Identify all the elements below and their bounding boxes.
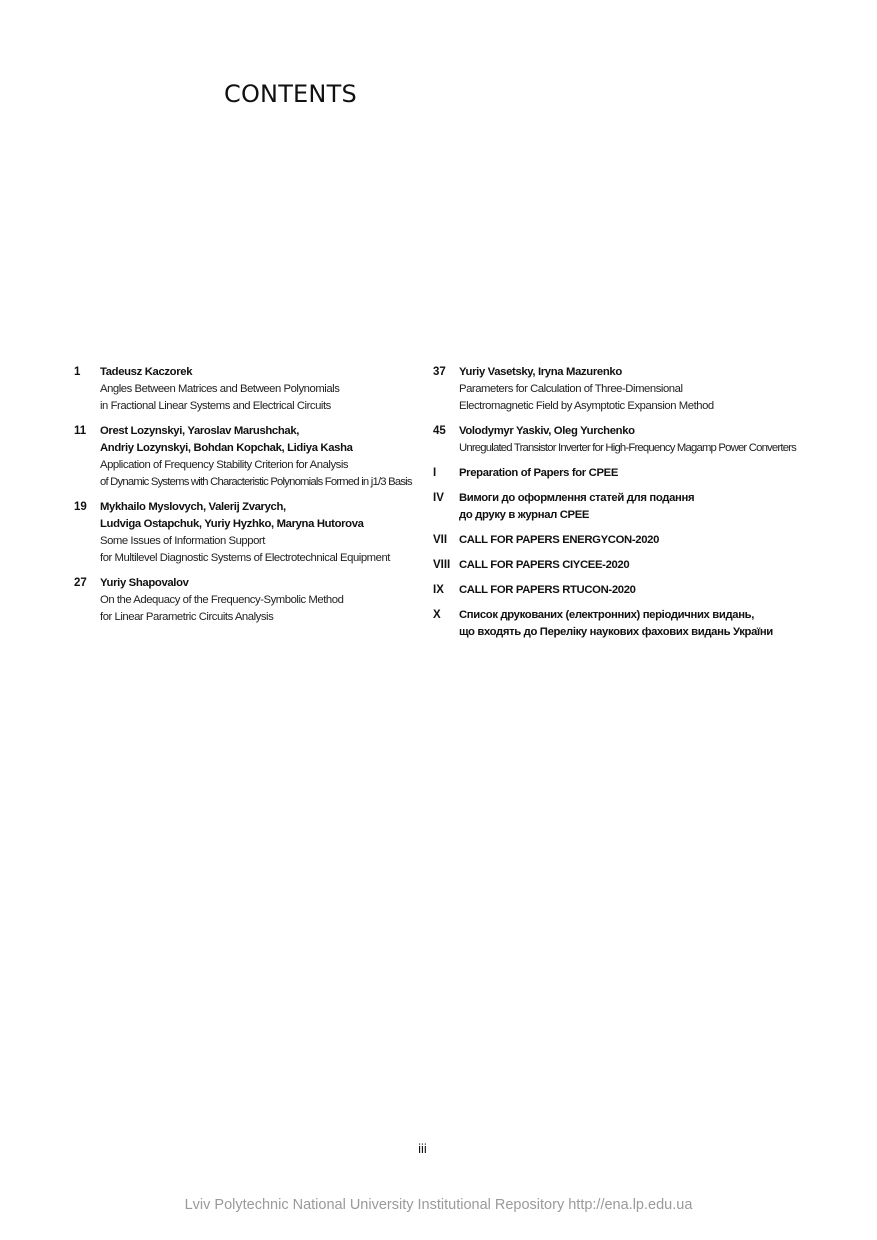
entry-headline: що входять до Переліку наукових фахових видань України (459, 626, 773, 638)
entry-headline: Preparation of Papers for CPEE (459, 467, 618, 479)
entry-page-number: I (433, 467, 437, 479)
entry-authors: Orest Lozynskyi, Yaroslav Marushchak, (100, 425, 300, 437)
toc-entry[interactable] (74, 364, 424, 415)
entry-title: Electromagnetic Field by Asymptotic Expansion Method (459, 400, 714, 412)
entry-headline: Список друкованих (електронних) періодичних видань, (459, 609, 755, 621)
entry-page-number: IV (433, 492, 444, 504)
entry-title: Angles Between Matrices and Between Polynomials (100, 383, 340, 395)
entry-page-number: 19 (74, 501, 87, 513)
page-title: CONTENTS (224, 80, 357, 108)
entry-authors: Andriy Lozynskyi, Bohdan Kopchak, Lidiya Kasha (100, 442, 353, 454)
entry-page-number: IX (433, 584, 444, 596)
entry-title: in Fractional Linear Systems and Electrical Circuits (100, 400, 331, 412)
entry-title: Unregulated Transistor Inverter for High-Frequency Magamp Power Converters (459, 442, 796, 454)
entry-page-number: 11 (74, 425, 87, 437)
entry-page-number: 1 (74, 366, 81, 378)
entry-headline: CALL FOR PAPERS ENERGYCON-2020 (459, 534, 659, 546)
entry-authors: Yuriy Shapovalov (100, 577, 189, 589)
entry-authors: Yuriy Vasetsky, Iryna Mazurenko (459, 366, 622, 378)
toc-entry[interactable] (74, 499, 424, 567)
toc-entry[interactable] (74, 575, 424, 626)
entry-headline: до друку в журнал CPEE (459, 509, 590, 521)
contents-left-column (74, 364, 424, 634)
toc-entry[interactable] (433, 490, 863, 524)
toc-entry[interactable] (433, 465, 863, 482)
toc-entry[interactable] (433, 423, 863, 457)
entry-title: Some Issues of Information Support (100, 535, 265, 547)
entry-title: Parameters for Calculation of Three-Dimensional (459, 383, 683, 395)
entry-title: Application of Frequency Stability Criterion for Analysis (100, 459, 349, 471)
toc-entry[interactable] (433, 364, 863, 415)
entry-title: of Dynamic Systems with Characteristic Polynomials Formed in j1/3 Basis (100, 476, 412, 488)
entry-authors: Volodymyr Yaskiv, Oleg Yurchenko (459, 425, 635, 437)
entry-page-number: X (433, 609, 441, 621)
toc-entry[interactable] (433, 557, 863, 574)
toc-entry[interactable] (74, 423, 424, 491)
entry-authors: Tadeusz Kaczorek (100, 366, 193, 378)
entry-title: On the Adequacy of the Frequency-Symbolic Method (100, 594, 344, 606)
entry-headline: CALL FOR PAPERS CIYCEE-2020 (459, 559, 630, 571)
entry-title: for Linear Parametric Circuits Analysis (100, 611, 274, 623)
entry-authors: Ludviga Ostapchuk, Yuriy Hyzhko, Maryna Hutorova (100, 518, 364, 530)
repository-footer: Lviv Polytechnic National University Institutional Repository http://ena.lp.edu.ua (184, 1197, 693, 1213)
toc-entry[interactable] (433, 607, 863, 641)
toc-entry[interactable] (433, 532, 863, 549)
entry-page-number: 27 (74, 577, 87, 589)
entry-authors: Mykhailo Myslovych, Valerij Zvarych, (100, 501, 286, 513)
entry-page-number: 37 (433, 366, 446, 378)
entry-headline: Вимоги до оформлення статей для подання (459, 492, 695, 504)
entry-title: for Multilevel Diagnostic Systems of Electrotechnical Equipment (100, 552, 390, 564)
entry-headline: CALL FOR PAPERS RTUCON-2020 (459, 584, 636, 596)
entry-page-number: VIII (433, 559, 451, 571)
contents-right-column (433, 364, 863, 649)
entry-page-number: VII (433, 534, 448, 546)
toc-entry[interactable] (433, 582, 863, 599)
page-number: iii (418, 1141, 427, 1156)
entry-page-number: 45 (433, 425, 446, 437)
